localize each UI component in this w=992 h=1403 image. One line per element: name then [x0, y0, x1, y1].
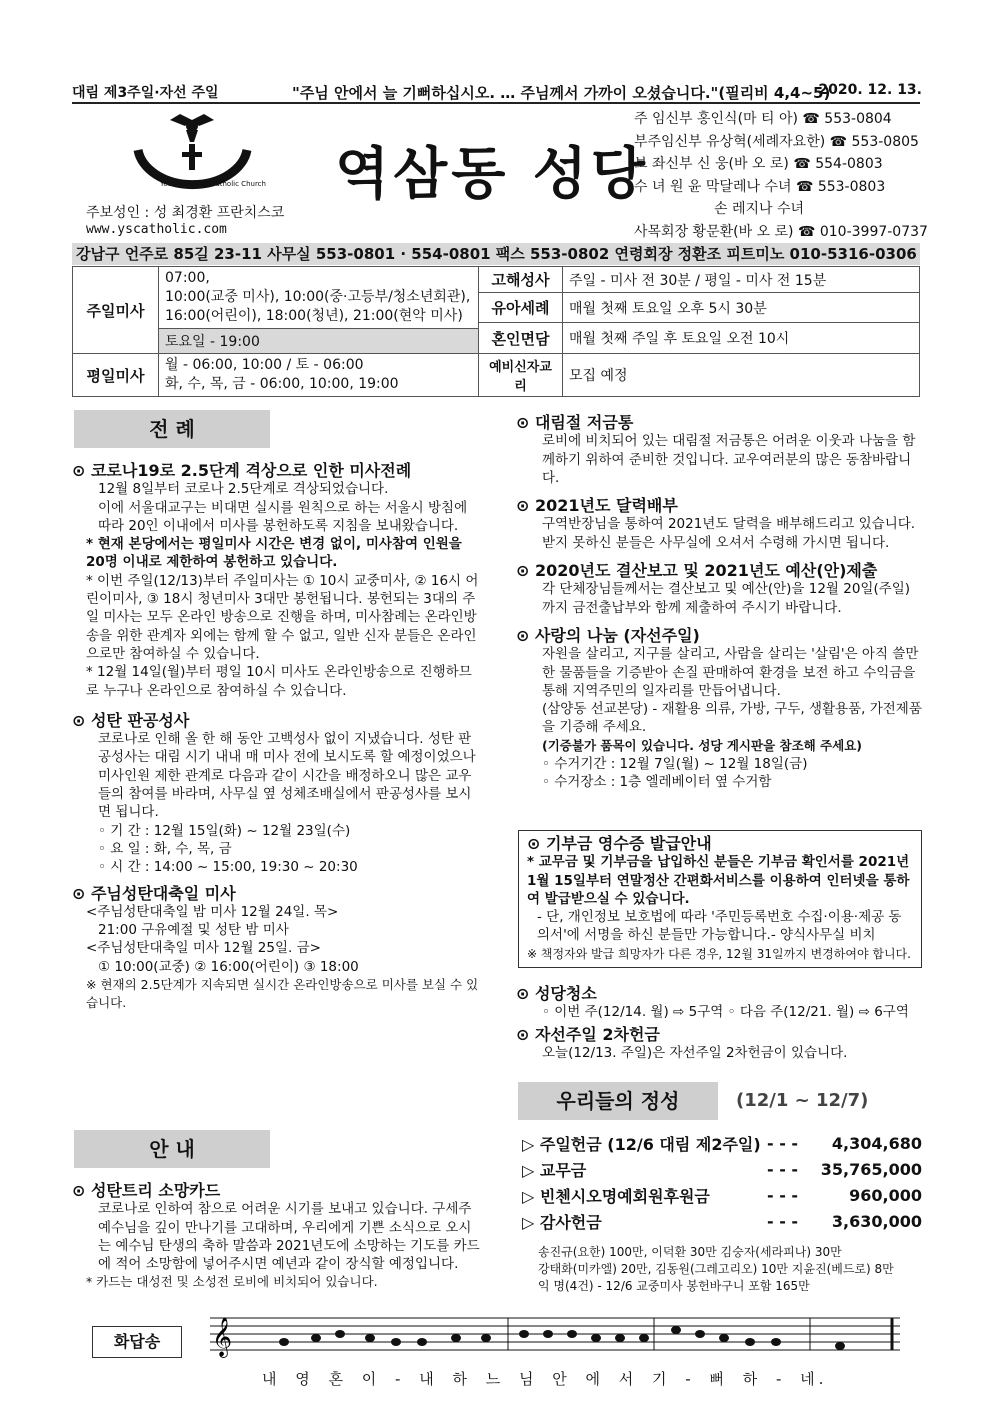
card-title: ⊙ 성탄트리 소망카드: [72, 1181, 221, 1200]
christmas-eve-time: 21:00 구유예절 및 성탄 밤 미사: [98, 922, 289, 939]
confession-title: ⊙ 성탄 판공성사: [72, 710, 190, 730]
calendar-title: ⊙ 2021년도 달력배부: [516, 496, 678, 516]
staff-pastor: 주 임신부 홍인식(마 티 아) ☎ 553-0804: [634, 111, 892, 127]
confession-days: ◦ 요 일 : 화, 수, 목, 금: [98, 840, 232, 857]
love-sharing-body-2: (삼양동 선교본당) - 재활용 의류, 가방, 구두, 생활용품, 가전제품을 기증해 주세요.: [542, 701, 922, 736]
card-note: * 카드는 대성전 및 소성전 로비에 비치되어 있습니다.: [86, 1274, 378, 1290]
header-quote: "주님 안에서 늘 기뻐하십시오. … 주님께서 가까이 오셨습니다."(필리비 4,4~5): [292, 84, 831, 102]
donor-list: 송진규(요한) 100만, 이덕환 30만 김숭자(세라피나) 30만 강태화(미카엘) 20만, 김동원(그레고리오) 10만 지윤진(베드로) 8만 익 명(4건) - 12/6 교중미사 봉헌바구니 포함 165만: [538, 1245, 894, 1293]
christmas-day: <주님성탄대축일 미사 12월 25일. 금>: [86, 940, 321, 957]
schedule-table: [72, 266, 920, 397]
music-staff-icon: [210, 1312, 900, 1362]
right-column-lower: [516, 985, 922, 1062]
calendar-body: 구역반장님을 통하여 2021년도 달력을 배부해드리고 있습니다. 받지 못하신 분들은 사무실에 오셔서 수령해 가시면 됩니다.: [542, 516, 916, 551]
patron-saint: 주보성인 : 성 최경환 프란치스코: [86, 205, 285, 221]
staff-assistant-pastor: 부주임신부 유상혁(세례자요한) ☎ 553-0805: [634, 133, 919, 150]
covid-p2: 이에 서울대교구는 비대면 실시를 원칙으로 하는 서울시 방침에 따라 20인 이내에서 미사를 봉헌하도록 지침을 보내왔습니다.: [98, 499, 468, 534]
svg-text:𝄞: 𝄞: [212, 1317, 233, 1357]
love-sharing-body: 자원을 살리고, 지구를 살리고, 사람을 살리는 '살림'은 아직 쓸만한 물품들을 기증받아 손질 판매하여 환경을 보전 하고 수익금을 통해 지역주민의 일자리를 만듭어냅니다.: [542, 646, 919, 699]
weekday-mass-label: 평일미사: [73, 354, 159, 397]
psalm-lyrics: 내 영 혼 이 - 내 하 느 님 안 에 서 기 - 뻐 하 - 네.: [262, 1370, 828, 1388]
cleaning-body: ◦ 이번 주(12/14. 월) ⇨ 5구역 ◦ 다음 주(12/21. 월) ⇨ 6구역: [542, 1004, 909, 1021]
receipt-body: * 교무금 및 기부금을 납입하신 분들은 기부금 확인서를 2021년 1월 15일부터 연말정산 간편화서비스를 이용하여 인터넷을 통하여 발급받으실 수 있습니다.: [527, 854, 910, 907]
church-logo-icon: [130, 112, 266, 192]
love-sharing-note: (기증불가 품목이 있습니다. 성당 게시판을 참조해 주세요): [542, 737, 863, 753]
confession-times: 주일 - 미사 전 30분 / 평일 - 미사 전 15분: [563, 267, 920, 293]
offering-period: (12/1 ~ 12/7): [736, 1090, 869, 1111]
confession-hours: ◦ 시 간 : 14:00 ~ 15:00, 19:30 ~ 20:30: [98, 859, 358, 876]
catechism-status: 모집 예정: [563, 354, 920, 397]
covid-note-2: * 이번 주일(12/13)부터 주일미사는 ① 10시 교중미사, ② 16시 어린이미사, ③ 18시 청년미사 3대만 봉헌됩니다. 봉헌되는 3대의 주일 미사는 모두 온라인 방송으로 진행을 하며, 미사참례는 온라인방송을 위한 관계자 외에는 함께 할 수 없고, 일반 신자 분들은 온라인으로만 참여하실 수 있습니다.: [86, 572, 479, 662]
staff-council-president: 사목회장 황문환(바 오 로) ☎ 010-3997-0737: [634, 223, 928, 240]
christmas-eve: <주님성탄대축일 밤 미사 12월 24일. 목>: [86, 903, 339, 920]
christmas-note: ※ 현재의 2.5단계가 지속되면 실시간 온라인방송으로 미사를 보실 수 있습니다.: [86, 977, 479, 1011]
section-notice: 안 내: [74, 1130, 270, 1168]
covid-note-3: * 12월 14일(월)부터 평일 10시 미사도 온라인방송으로 진행하므로 누구나 온라인으로 참여하실 수 있습니다.: [86, 664, 472, 699]
section-liturgy: 전 례: [74, 410, 270, 448]
card-body: 코로나로 인하여 참으로 어려운 시기를 보내고 있습니다. 구세주 예수님을 깊이 만나기를 고대하며, 우리에게 기쁜 소식으로 오시는 예수님 탄생의 축하 말씀과 2021년도에 소망하는 기도를 카드에 적어 소망함에 넣어주시면 예년과 같이 장식할 예정입니다.: [98, 1201, 480, 1273]
right-column: [516, 414, 922, 792]
sunday-mass-label: 주일미사: [73, 267, 159, 354]
marriage-times: 매월 첫째 주일 후 토요일 오전 10시: [563, 323, 920, 354]
receipt-note: ※ 책정자와 발급 희망자가 다른 경우, 12월 31일까지 변경하여야 합니다.: [527, 946, 911, 961]
budget-title: ⊙ 2020년도 결산보고 및 2021년도 예산(안)제출: [516, 561, 878, 581]
cleaning-title: ⊙ 성당청소: [516, 984, 597, 1003]
website-link[interactable]: www.yscatholic.com: [86, 222, 227, 237]
collection-place: ◦ 수거장소 : 1층 엘레베이터 옆 수거함: [542, 774, 772, 791]
offering-row: ▷ 빈첸시오명예회원후원금 - - - 960,000: [522, 1185, 922, 1206]
christmas-title: ⊙ 주님성탄대축일 미사: [72, 883, 236, 903]
offering-row: ▷ 교무금 - - - 35,765,000: [522, 1159, 922, 1180]
staff-list: [634, 108, 928, 243]
confession-body: 코로나로 인해 올 한 해 동안 고백성사 없이 지냈습니다. 성탄 판공성사는 대림 시기 내내 매 미사 전에 보시도록 할 예정이었으나 미사인원 제한 관계로 다음과 같이 시간을 배정하오니 많은 교우들의 참여를 바라며, 사무실 옆 성체조배실에서 판공성사를 보시면 됩니다.: [98, 731, 476, 821]
svg-text:Yeoksamdong Catholic Church: Yeoksamdong Catholic Church: [160, 180, 266, 188]
left-column-notice: [72, 1182, 480, 1292]
offering-row: ▷ 감사헌금 - - - 3,630,000: [522, 1211, 922, 1232]
marriage-label: 혼인면담: [479, 323, 563, 354]
section-offering: 우리들의 정성: [518, 1082, 718, 1120]
infant-baptism-times: 매월 첫째 토요일 오후 5시 30분: [563, 293, 920, 323]
weekday-mass-times: 월 - 06:00, 10:00 / 토 - 06:00 화, 수, 목, 금 - 06:00, 10:00, 19:00: [159, 354, 479, 397]
offering-row: ▷ 주일헌금 (12/6 대림 제2주일) - - - 4,304,680: [522, 1133, 922, 1154]
bulletin-date: 2020. 12. 13.: [818, 82, 922, 98]
address-bar: 강남구 언주로 85길 23-11 사무실 553-0801 · 554-0801 팩스 553-0802 연령회장 정환조 피트미노 010-5316-0306: [72, 243, 920, 265]
liturgical-day: 대림 제3주일·자선 주일: [72, 85, 219, 101]
budget-body: 각 단체장님들께서는 결산보고 및 예산(안)을 12월 20일(주일)까지 금전출납부와 함께 제출하여 주시기 바랍니다.: [542, 581, 911, 616]
covid-p1: 12월 8일부터 코로나 2.5단계로 격상되었습니다.: [98, 481, 389, 498]
advent-box-title: ⊙ 대림절 저금통: [516, 413, 634, 432]
infant-baptism-label: 유아세례: [479, 293, 563, 323]
staff-sister: 손 레지나 수녀: [714, 201, 805, 217]
covid-note-1: * 현재 본당에서는 평일미사 시간은 변경 없이, 미사참여 인원을 20명 이내로 제한하여 봉헌하고 있습니다.: [86, 536, 462, 571]
receipt-sub: - 단, 개인정보 보호법에 따라 '주민등록번호 수집·이용·제공 동의서'에 서명을 하신 분들만 가능합니다.- 양식사무실 비치: [537, 909, 902, 944]
collection-period: ◦ 수거기간 : 12월 7일(월) ~ 12월 18일(금): [542, 756, 808, 773]
confession-label: 고해성사: [479, 267, 563, 293]
staff-curate: 보 좌신부 신 웅(바 오 로) ☎ 554-0803: [634, 156, 883, 172]
receipt-box: [518, 830, 922, 968]
advent-box-body: 로비에 비치되어 있는 대림절 저금통은 어려운 이웃과 나눔을 함께하기 위하여 준비한 것입니다. 교우여러분의 많은 동참바랍니다.: [542, 433, 916, 486]
second-collection-title: ⊙ 자선주일 2차헌금: [516, 1024, 660, 1044]
sunday-mass-times: 07:00, 10:00(교중 미사), 10:00(중·고등부/청소년회관), 16:00(어린이), 18:00(청년), 21:00(현악 미사): [159, 267, 479, 329]
left-column: [72, 462, 480, 1013]
christmas-day-time: ① 10:00(교중) ② 16:00(어린이) ③ 18:00: [98, 958, 359, 975]
catechism-label: 예비신자교리: [479, 354, 563, 397]
staff-convent: 수 녀 원 윤 막달레나 수녀 ☎ 553-0803: [634, 178, 886, 195]
receipt-title: ⊙ 기부금 영수증 발급안내: [527, 834, 712, 853]
header-rule: [72, 102, 920, 104]
love-sharing-title: ⊙ 사랑의 나눔 (자선주일): [516, 625, 700, 645]
second-collection-body: 오늘(12/13. 주일)은 자선주일 2차헌금이 있습니다.: [542, 1044, 848, 1061]
church-title: 역삼동 성당: [335, 142, 649, 207]
covid-title: ⊙ 코로나19로 2.5단계 격상으로 인한 미사전례: [72, 461, 412, 480]
confession-period: ◦ 기 간 : 12월 15일(화) ~ 12월 23일(수): [98, 822, 351, 839]
saturday-mass: 토요일 - 19:00: [159, 329, 479, 354]
psalm-label: 화답송: [92, 1326, 182, 1358]
offering-table: [522, 1130, 922, 1234]
